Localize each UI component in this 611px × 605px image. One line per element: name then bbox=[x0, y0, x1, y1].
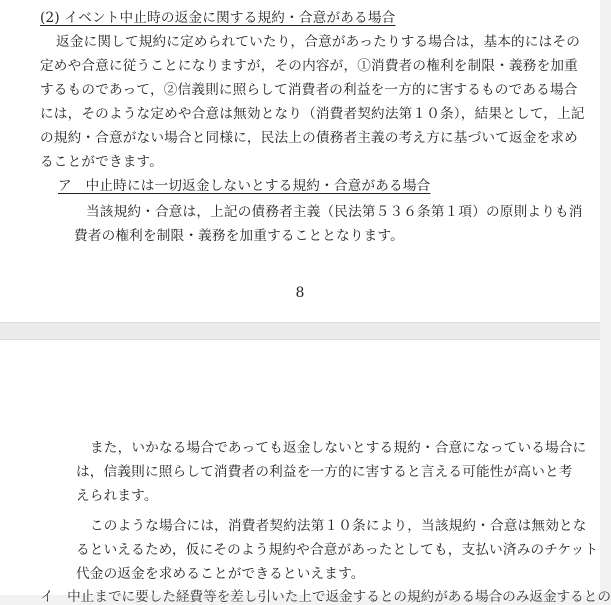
paragraph-line: また，いかなる場合であっても返金しないとする規約・合意になっている場合に bbox=[90, 440, 587, 456]
paragraph-line: えられます。 bbox=[76, 488, 158, 504]
page-separator bbox=[0, 322, 600, 340]
section-heading: (2) イベント中止時の返金に関する規約・合意がある場合 bbox=[40, 10, 396, 26]
page-number: 8 bbox=[295, 285, 305, 301]
paragraph-line: ることができます。 bbox=[40, 154, 164, 170]
paragraph-line: するものであって，②信義則に照らして消費者の利益を一方的に害するものである場合 bbox=[40, 82, 578, 98]
paragraph-line: るといえるため，仮にそのよう規約や合意があったとしても，支払い済みのチケット bbox=[76, 542, 599, 558]
paragraph-line: には，そのような定めや合意は無効となり（消費者契約法第１０条），結果として，上記 bbox=[40, 106, 585, 122]
paragraph-line: このような場合には，消費者契約法第１０条により，当該規約・合意は無効とな bbox=[90, 518, 587, 534]
paragraph-line: 定めや合意に従うことになりますが，その内容が，①消費者の権利を制限・義務を加重 bbox=[40, 58, 578, 74]
paragraph-line: 当該規約・合意は，上記の債務者主義（民法第５３６条第１項）の原則よりも消 bbox=[86, 204, 583, 220]
paragraph-line: 代金の返金を求めることができるといえます。 bbox=[76, 566, 365, 582]
sub-heading: ア 中止時には一切返金しないとする規約・合意がある場合 bbox=[58, 178, 431, 194]
paragraph-line: は，信義則に照らして消費者の利益を一方的に害すると言える可能性が高いと考 bbox=[76, 464, 573, 480]
cut-off-line: イ 中止までに要した経費等を差し引いた上で返金するとの規約がある場合のみ返金するとの bbox=[40, 589, 611, 605]
paragraph-line: 返金に関して規約に定められていたり，合意があったりする場合は，基本的にはその bbox=[56, 34, 581, 50]
paragraph-line: の規約・合意がない場合と同様に，民法上の債務者主義の考え方に基づいて返金を求め bbox=[40, 130, 578, 146]
paragraph-line: 費者の権利を制限・義務を加重することとなります。 bbox=[74, 228, 404, 244]
